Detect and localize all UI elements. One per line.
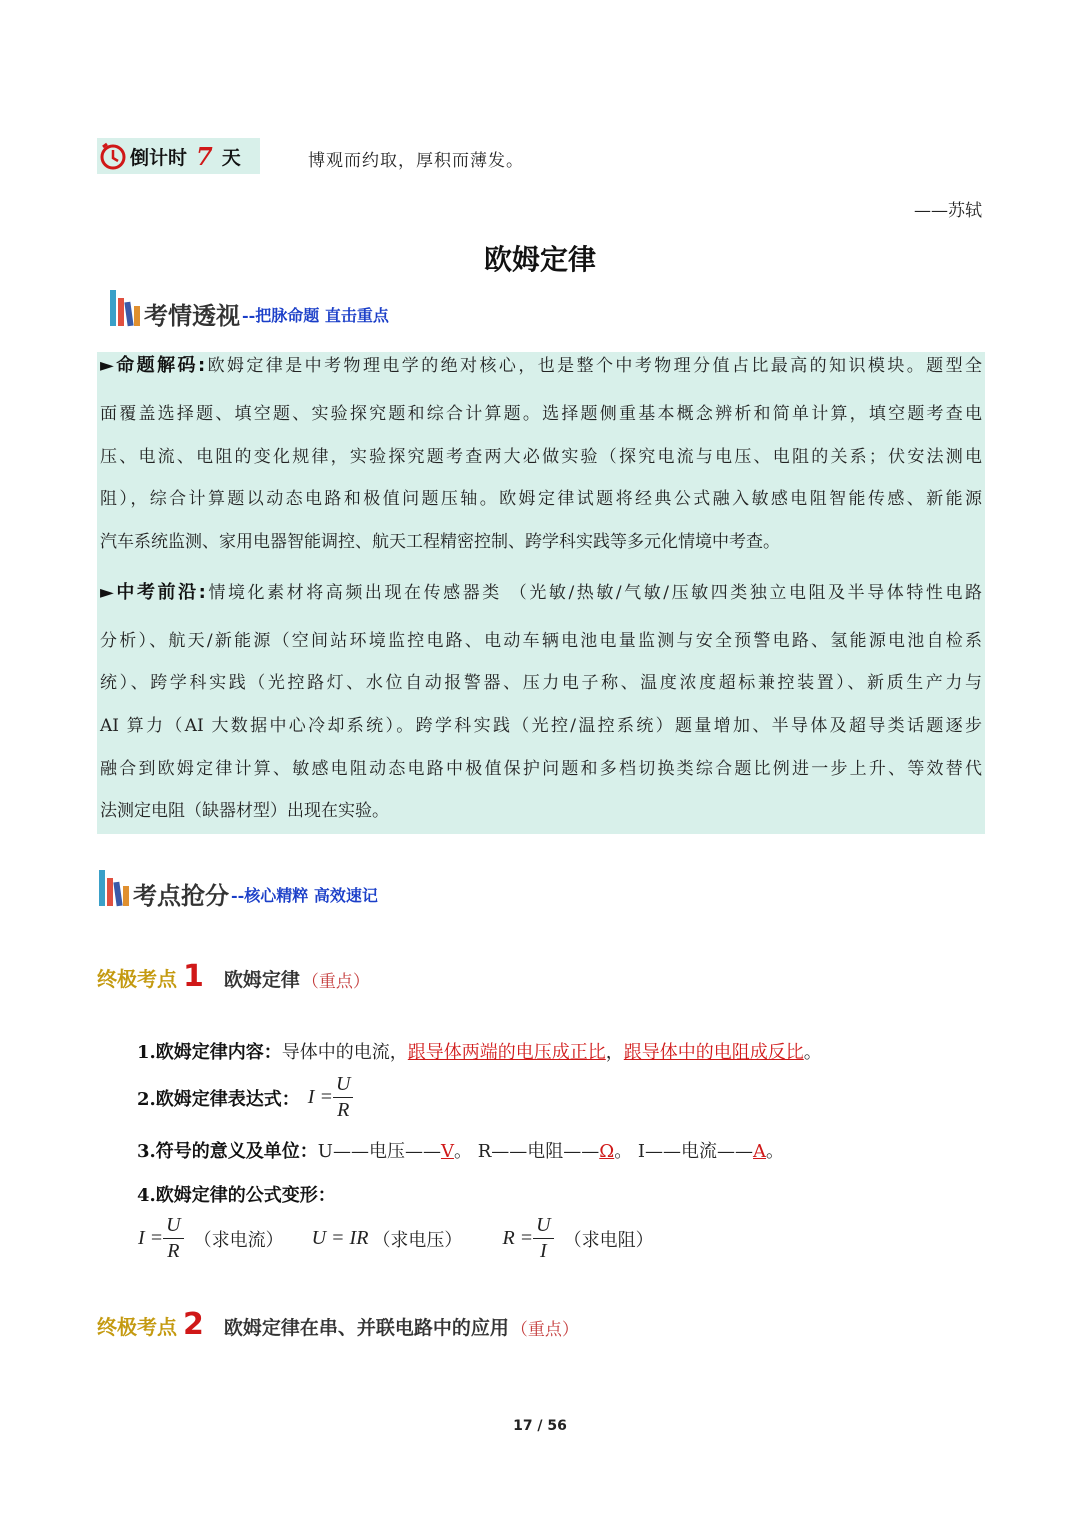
fraction-denominator: R	[167, 1240, 180, 1262]
item-text: 。	[766, 1141, 785, 1162]
item-lead: 2.欧姆定律表达式：	[137, 1088, 300, 1110]
item-text: ，	[605, 1042, 624, 1063]
formula-note: （求电流）	[193, 1229, 284, 1251]
paragraph-line: 压、电流、电阻的变化规律，实验探究题考查两大必做实验（探究电流与电压、电阻的关系；伏安法测电	[100, 447, 982, 467]
paragraph-line: 欧姆定律是中考物理电学的绝对核心，也是整个中考物理分值占比最高的知识模块。题型全	[205, 356, 983, 376]
item-lead: 3.符号的意义及单位：	[137, 1141, 318, 1162]
ohm-law-content	[137, 1038, 822, 1064]
item-lead: 1.欧姆定律内容：	[137, 1042, 282, 1063]
fill-in-answer: V	[440, 1141, 454, 1162]
item-text: U——电压——	[317, 1141, 441, 1162]
formula-fraction	[163, 1213, 183, 1264]
formula-lhs: I =	[138, 1227, 164, 1249]
ohm-law-expression	[137, 1072, 353, 1123]
quote-text: 博观而约取，厚积而薄发。	[308, 151, 524, 171]
fraction-numerator: U	[163, 1213, 183, 1239]
key-point-tag: （重点）	[301, 972, 370, 992]
countdown-badge	[97, 138, 260, 174]
paragraph-lead: ►中考前沿:	[100, 582, 206, 603]
paragraph-lead: ►命题解码:	[100, 355, 206, 376]
page-title: 欧姆定律	[483, 243, 596, 276]
item-lead: 4.欧姆定律的公式变形：	[137, 1185, 336, 1206]
fraction-denominator: I	[540, 1240, 547, 1262]
formula-lhs: I =	[307, 1086, 333, 1108]
formula-note: （求电压）	[372, 1229, 463, 1251]
fraction-denominator: R	[337, 1099, 350, 1121]
fraction-numerator: U	[533, 1213, 553, 1239]
key-point-title: 欧姆定律	[223, 969, 300, 991]
key-point-tag: （重点）	[510, 1320, 579, 1340]
countdown-number: 7	[196, 141, 213, 171]
countdown-label: 倒计时	[130, 146, 188, 169]
section-subtitle: --核心精粹 高效速记	[231, 886, 378, 905]
paragraph-line: AI 算力（AI 大数据中心冷却系统）。跨学科实践（光控/温控系统）题量增加、半导体及超导类话题逐步	[100, 716, 982, 736]
section-header-exam-analysis	[108, 288, 389, 328]
countdown-unit: 天	[221, 146, 241, 169]
paragraph-line: 情境化素材将高频出现在传感器类 （光敏/热敏/气敏/压敏四类独立电阻及半导体特性电路	[205, 583, 982, 603]
formula: U = IR	[311, 1227, 369, 1249]
paragraph-proposition-decoding	[100, 352, 982, 381]
section-title: 考点抢分	[133, 882, 229, 910]
symbol-meaning-units	[137, 1137, 784, 1163]
formula-variants	[138, 1213, 654, 1264]
fraction-numerator: U	[333, 1072, 353, 1098]
formula-fraction	[333, 1072, 353, 1123]
books-icon	[97, 868, 133, 908]
paragraph-line: 分析）、航天/新能源（空间站环境监控电路、电动车辆电池电量监测与安全预警电路、氢能源电池自检系	[100, 631, 982, 651]
key-point-number: 2	[183, 1307, 204, 1342]
formula-variants-heading	[137, 1181, 336, 1207]
key-point-number: 1	[183, 959, 204, 994]
formula-note: （求电阻）	[563, 1229, 654, 1251]
section-title: 考情透视	[144, 302, 240, 330]
paragraph-line: 融合到欧姆定律计算、敏感电阻动态电路中极值保护问题和多档切换类综合题比例进一步上升、等效替代	[100, 759, 982, 779]
paragraph-line: 法测定电阻（缺器材型）出现在实验。	[100, 801, 389, 821]
item-text: 。	[803, 1042, 822, 1063]
formula-fraction	[533, 1213, 553, 1264]
formula-lhs: R =	[502, 1227, 534, 1249]
key-point-title: 欧姆定律在串、并联电路中的应用	[223, 1317, 509, 1339]
fill-in-answer: Ω	[599, 1141, 615, 1162]
quote-author: ——苏轼	[914, 201, 982, 221]
key-point-label: 终极考点	[97, 967, 177, 991]
paragraph-line: 面覆盖选择题、填空题、实验探究题和综合计算题。选择题侧重基本概念辨析和简单计算，填空题考查电	[100, 404, 982, 424]
page-number: 17 / 56	[513, 1418, 567, 1434]
item-text: 。 R——电阻——	[453, 1141, 600, 1162]
fill-in-answer: A	[753, 1141, 767, 1162]
books-icon	[108, 288, 144, 328]
key-point-label: 终极考点	[97, 1315, 177, 1339]
item-text: 导体中的电流，	[281, 1042, 408, 1063]
item-text: 。 I——电流——	[614, 1141, 754, 1162]
fill-in-answer: 跟导体中的电阻成反比	[623, 1042, 804, 1063]
paragraph-line: 汽车系统监测、家用电器智能调控、航天工程精密控制、跨学科实践等多元化情境中考查。	[100, 532, 780, 552]
paragraph-line: 阻），综合计算题以动态电路和极值问题压轴。欧姆定律试题将经典公式融入敏感电阻智能传感、新能源	[100, 489, 982, 509]
key-point-1-header	[97, 959, 370, 994]
paragraph-exam-frontier	[100, 579, 982, 608]
section-subtitle: --把脉命题 直击重点	[242, 306, 389, 325]
key-point-2-header	[97, 1307, 579, 1342]
section-header-key-points	[97, 868, 378, 908]
clock-icon	[98, 141, 128, 171]
fill-in-answer: 跟导体两端的电压成正比	[407, 1042, 606, 1063]
paragraph-line: 统）、跨学科实践（光控路灯、水位自动报警器、压力电子称、温度浓度超标兼控装置）、新质生产力与	[100, 673, 982, 693]
